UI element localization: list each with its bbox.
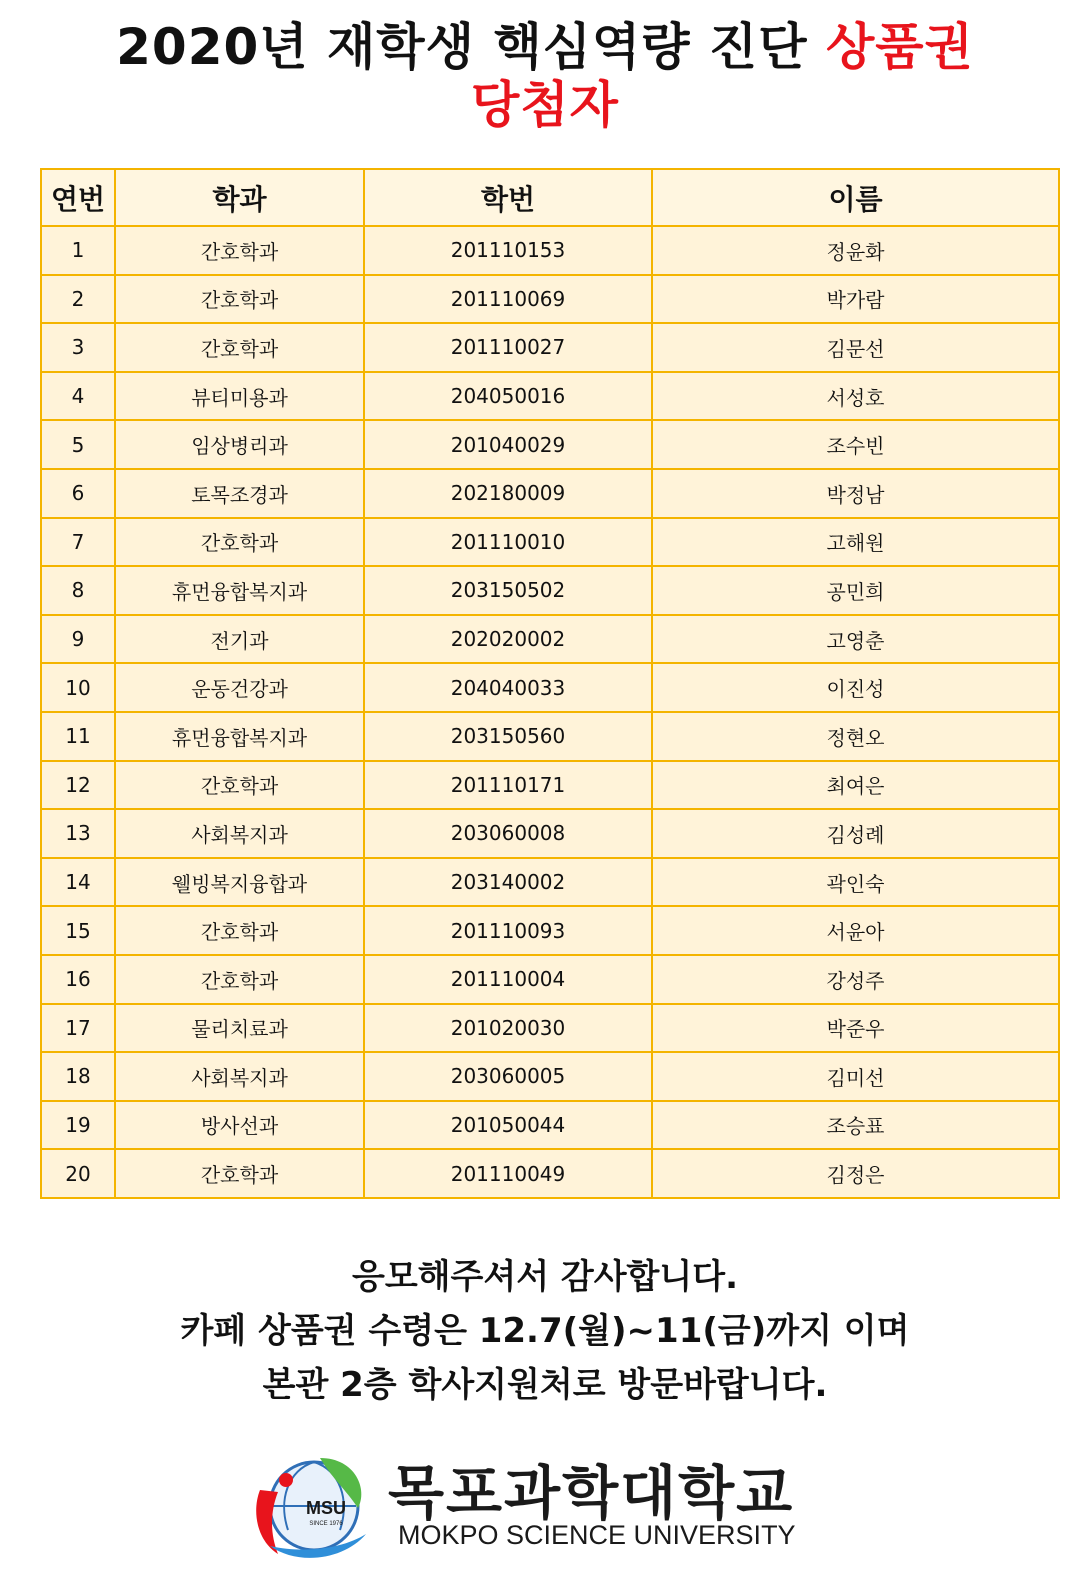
title-main: 2020년 재학생 핵심역량 진단 <box>116 18 826 76</box>
col-header-name: 이름 <box>652 169 1059 226</box>
cell-name: 박정남 <box>652 469 1059 518</box>
table-row <box>41 518 1059 567</box>
table-header-row <box>41 169 1059 226</box>
cell-student-id: 203060008 <box>364 809 652 858</box>
cell-student-id: 202180009 <box>364 469 652 518</box>
cell-department: 뷰티미용과 <box>115 372 364 421</box>
table-row <box>41 275 1059 324</box>
table-row <box>41 712 1059 761</box>
cell-name: 강성주 <box>652 955 1059 1004</box>
cell-name: 최여은 <box>652 761 1059 810</box>
cell-name: 김정은 <box>652 1149 1059 1198</box>
cell-student-id: 204050016 <box>364 372 652 421</box>
col-header-department: 학과 <box>115 169 364 226</box>
cell-student-id: 201110171 <box>364 761 652 810</box>
cell-number: 16 <box>41 955 115 1004</box>
cell-student-id: 203060005 <box>364 1052 652 1101</box>
cell-student-id: 201110153 <box>364 226 652 275</box>
table-row <box>41 809 1059 858</box>
cell-name: 서성호 <box>652 372 1059 421</box>
table-row <box>41 566 1059 615</box>
cell-name: 서윤아 <box>652 906 1059 955</box>
cell-student-id: 201110093 <box>364 906 652 955</box>
cell-name: 정현오 <box>652 712 1059 761</box>
notice-line-2: 카페 상품권 수령은 12.7(월)~11(금)까지 이며 <box>180 1311 910 1351</box>
cell-number: 14 <box>41 858 115 907</box>
title-line2: 당첨자 <box>471 76 619 134</box>
cell-name: 공민희 <box>652 566 1059 615</box>
cell-department: 간호학과 <box>115 518 364 567</box>
cell-department: 간호학과 <box>115 906 364 955</box>
table-row <box>41 615 1059 664</box>
col-header-number: 연번 <box>41 169 115 226</box>
cell-student-id: 201020030 <box>364 1004 652 1053</box>
cell-department: 간호학과 <box>115 226 364 275</box>
cell-number: 7 <box>41 518 115 567</box>
cell-department: 물리치료과 <box>115 1004 364 1053</box>
table-row <box>41 1101 1059 1150</box>
table-row <box>41 858 1059 907</box>
table-row <box>41 1149 1059 1198</box>
table-row <box>41 906 1059 955</box>
cell-student-id: 202020002 <box>364 615 652 664</box>
title-highlight: 상품권 <box>825 18 974 76</box>
cell-student-id: 201040029 <box>364 420 652 469</box>
table-row <box>41 761 1059 810</box>
table-row <box>41 955 1059 1004</box>
cell-name: 정윤화 <box>652 226 1059 275</box>
cell-name: 고영춘 <box>652 615 1059 664</box>
table-row <box>41 372 1059 421</box>
cell-number: 13 <box>41 809 115 858</box>
cell-department: 사회복지과 <box>115 809 364 858</box>
cell-student-id: 203150502 <box>364 566 652 615</box>
cell-department: 임상병리과 <box>115 420 364 469</box>
cell-student-id: 201110049 <box>364 1149 652 1198</box>
cell-number: 9 <box>41 615 115 664</box>
cell-department: 전기과 <box>115 615 364 664</box>
cell-department: 방사선과 <box>115 1101 364 1150</box>
cell-department: 토목조경과 <box>115 469 364 518</box>
notice-line-1: 응모해주셔서 감사합니다. <box>351 1257 739 1297</box>
cell-name: 김미선 <box>652 1052 1059 1101</box>
cell-number: 5 <box>41 420 115 469</box>
cell-number: 20 <box>41 1149 115 1198</box>
university-name-en: MOKPO SCIENCE UNIVERSITY <box>398 1520 796 1550</box>
cell-number: 15 <box>41 906 115 955</box>
cell-number: 12 <box>41 761 115 810</box>
university-emblem-icon <box>248 1450 372 1562</box>
cell-name: 곽인숙 <box>652 858 1059 907</box>
cell-number: 1 <box>41 226 115 275</box>
cell-student-id: 201110004 <box>364 955 652 1004</box>
cell-student-id: 201110069 <box>364 275 652 324</box>
notice <box>0 1250 1090 1412</box>
cell-department: 간호학과 <box>115 761 364 810</box>
cell-department: 휴먼융합복지과 <box>115 712 364 761</box>
table-row <box>41 469 1059 518</box>
university-name: 목포과학대학교 <box>388 1459 795 1527</box>
cell-name: 김문선 <box>652 323 1059 372</box>
cell-student-id: 201050044 <box>364 1101 652 1150</box>
cell-number: 17 <box>41 1004 115 1053</box>
table-row <box>41 1052 1059 1101</box>
cell-number: 11 <box>41 712 115 761</box>
table-row <box>41 323 1059 372</box>
cell-student-id: 204040033 <box>364 663 652 712</box>
notice-line-3: 본관 2층 학사지원처로 방문바랍니다. <box>262 1365 828 1405</box>
table-row <box>41 1004 1059 1053</box>
cell-student-id: 201110010 <box>364 518 652 567</box>
cell-student-id: 201110027 <box>364 323 652 372</box>
cell-number: 18 <box>41 1052 115 1101</box>
cell-name: 박준우 <box>652 1004 1059 1053</box>
cell-department: 간호학과 <box>115 275 364 324</box>
cell-name: 고해원 <box>652 518 1059 567</box>
table-row <box>41 420 1059 469</box>
winners-table <box>40 168 1060 1199</box>
cell-number: 6 <box>41 469 115 518</box>
cell-department: 휴먼융합복지과 <box>115 566 364 615</box>
cell-number: 10 <box>41 663 115 712</box>
cell-name: 조승표 <box>652 1101 1059 1150</box>
cell-name: 김성례 <box>652 809 1059 858</box>
page-title <box>0 18 1090 134</box>
cell-department: 웰빙복지융합과 <box>115 858 364 907</box>
cell-student-id: 203150560 <box>364 712 652 761</box>
cell-number: 4 <box>41 372 115 421</box>
cell-department: 간호학과 <box>115 323 364 372</box>
cell-department: 사회복지과 <box>115 1052 364 1101</box>
col-header-student-id: 학번 <box>364 169 652 226</box>
cell-number: 3 <box>41 323 115 372</box>
cell-name: 이진성 <box>652 663 1059 712</box>
cell-department: 운동건강과 <box>115 663 364 712</box>
cell-department: 간호학과 <box>115 1149 364 1198</box>
cell-student-id: 203140002 <box>364 858 652 907</box>
cell-name: 조수빈 <box>652 420 1059 469</box>
cell-department: 간호학과 <box>115 955 364 1004</box>
emblem-text: MSU <box>306 1498 346 1518</box>
university-logo <box>248 1450 808 1562</box>
cell-number: 2 <box>41 275 115 324</box>
table-row <box>41 226 1059 275</box>
emblem-since: SINCE 1976 <box>309 1521 343 1527</box>
table-row <box>41 663 1059 712</box>
cell-name: 박가람 <box>652 275 1059 324</box>
cell-number: 19 <box>41 1101 115 1150</box>
cell-number: 8 <box>41 566 115 615</box>
